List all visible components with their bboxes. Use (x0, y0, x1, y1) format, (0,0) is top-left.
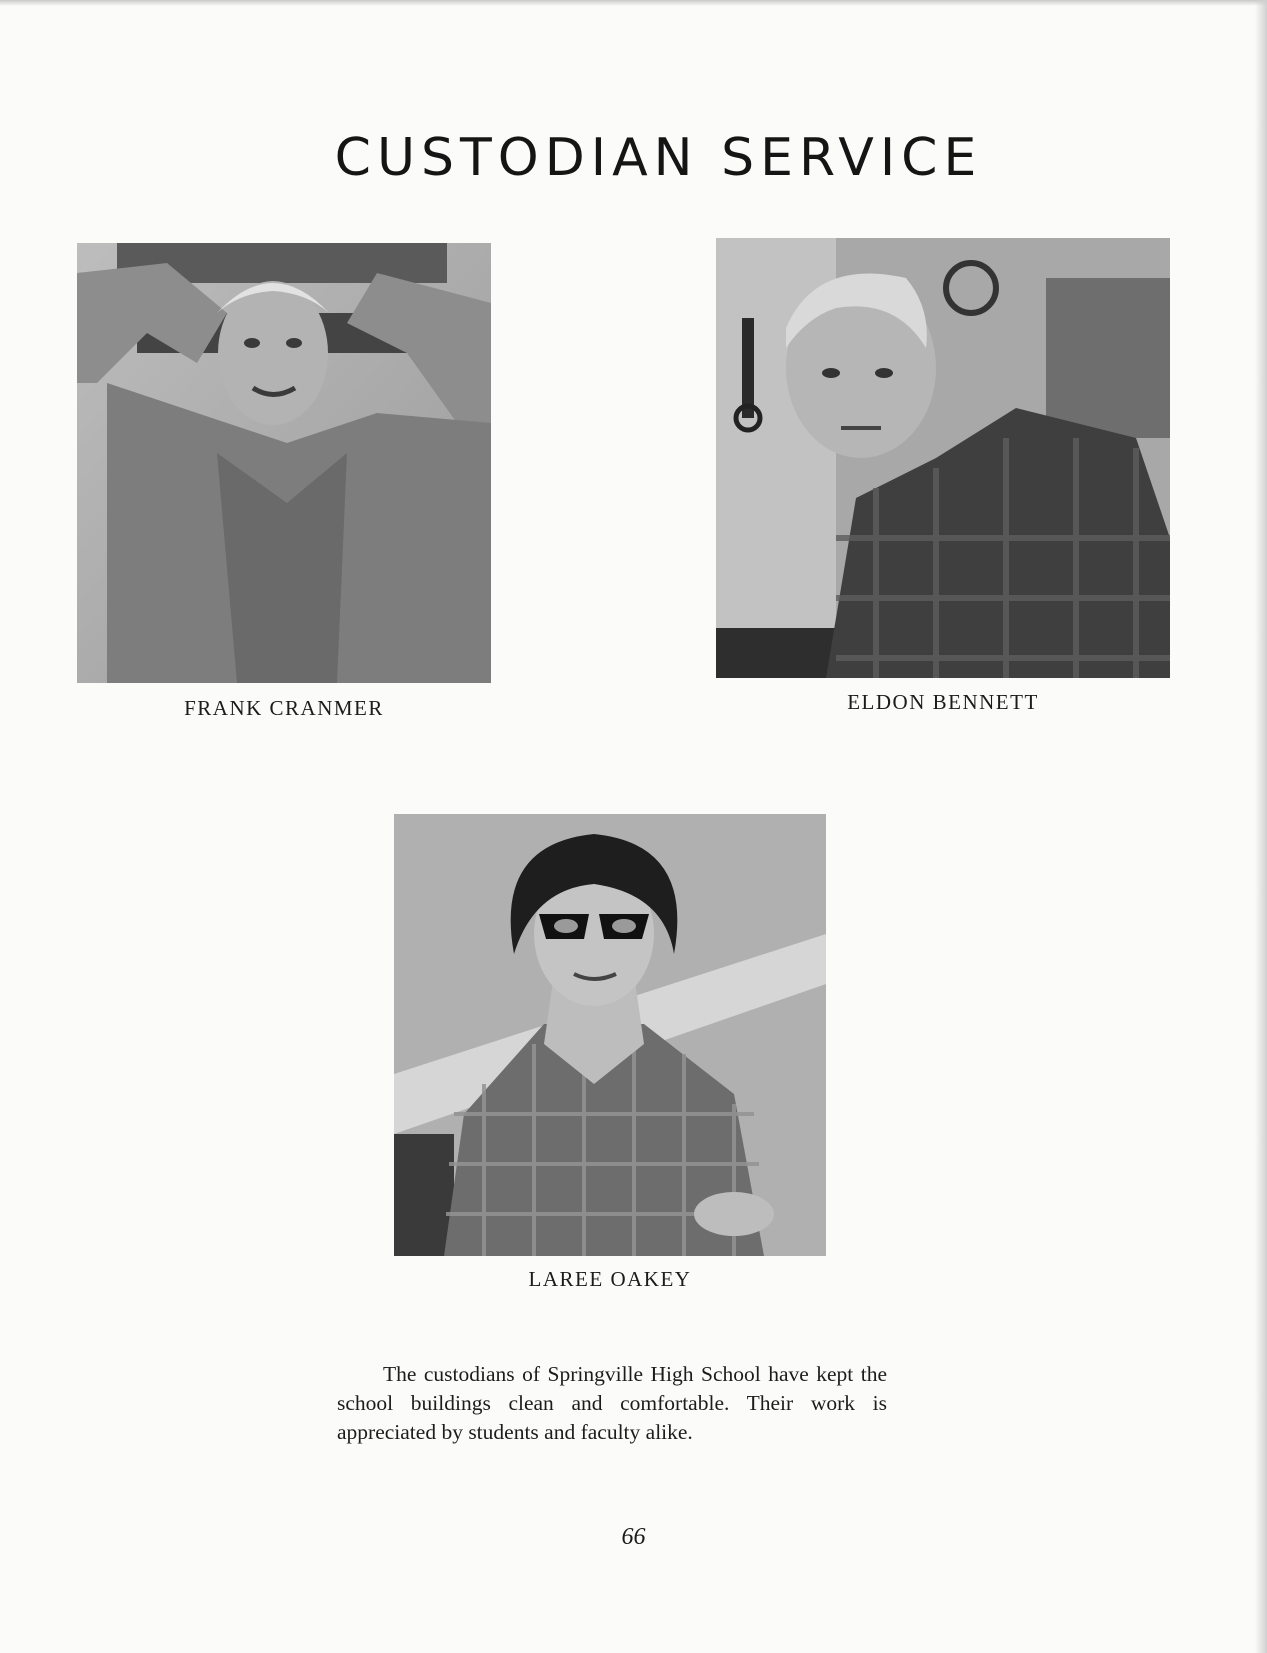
portrait-photo-frank-cranmer (77, 243, 491, 683)
page-title: CUSTODIAN SERVICE (334, 128, 983, 188)
portrait-man-hands-on-head-icon (77, 243, 491, 683)
caption-frank-cranmer: FRANK CRANMER (184, 696, 384, 720)
portrait-photo-laree-oakey (394, 814, 826, 1256)
page-number: 66 (621, 1524, 646, 1550)
portrait-man-plaid-shirt-icon (716, 238, 1170, 678)
page-binding-shadow (1255, 0, 1267, 1653)
portrait-woman-glasses-icon (394, 814, 826, 1256)
body-paragraph: The custodians of Springville High School have kept the school buildings clean and comfortable. Their work is appreciated by students and faculty alike. (337, 1362, 887, 1444)
caption-eldon-bennett: ELDON BENNETT (847, 690, 1039, 714)
caption-laree-oakey: LAREE OAKEY (528, 1267, 692, 1291)
portrait-photo-eldon-bennett (716, 238, 1170, 678)
page-edge-shadow (0, 0, 1267, 6)
